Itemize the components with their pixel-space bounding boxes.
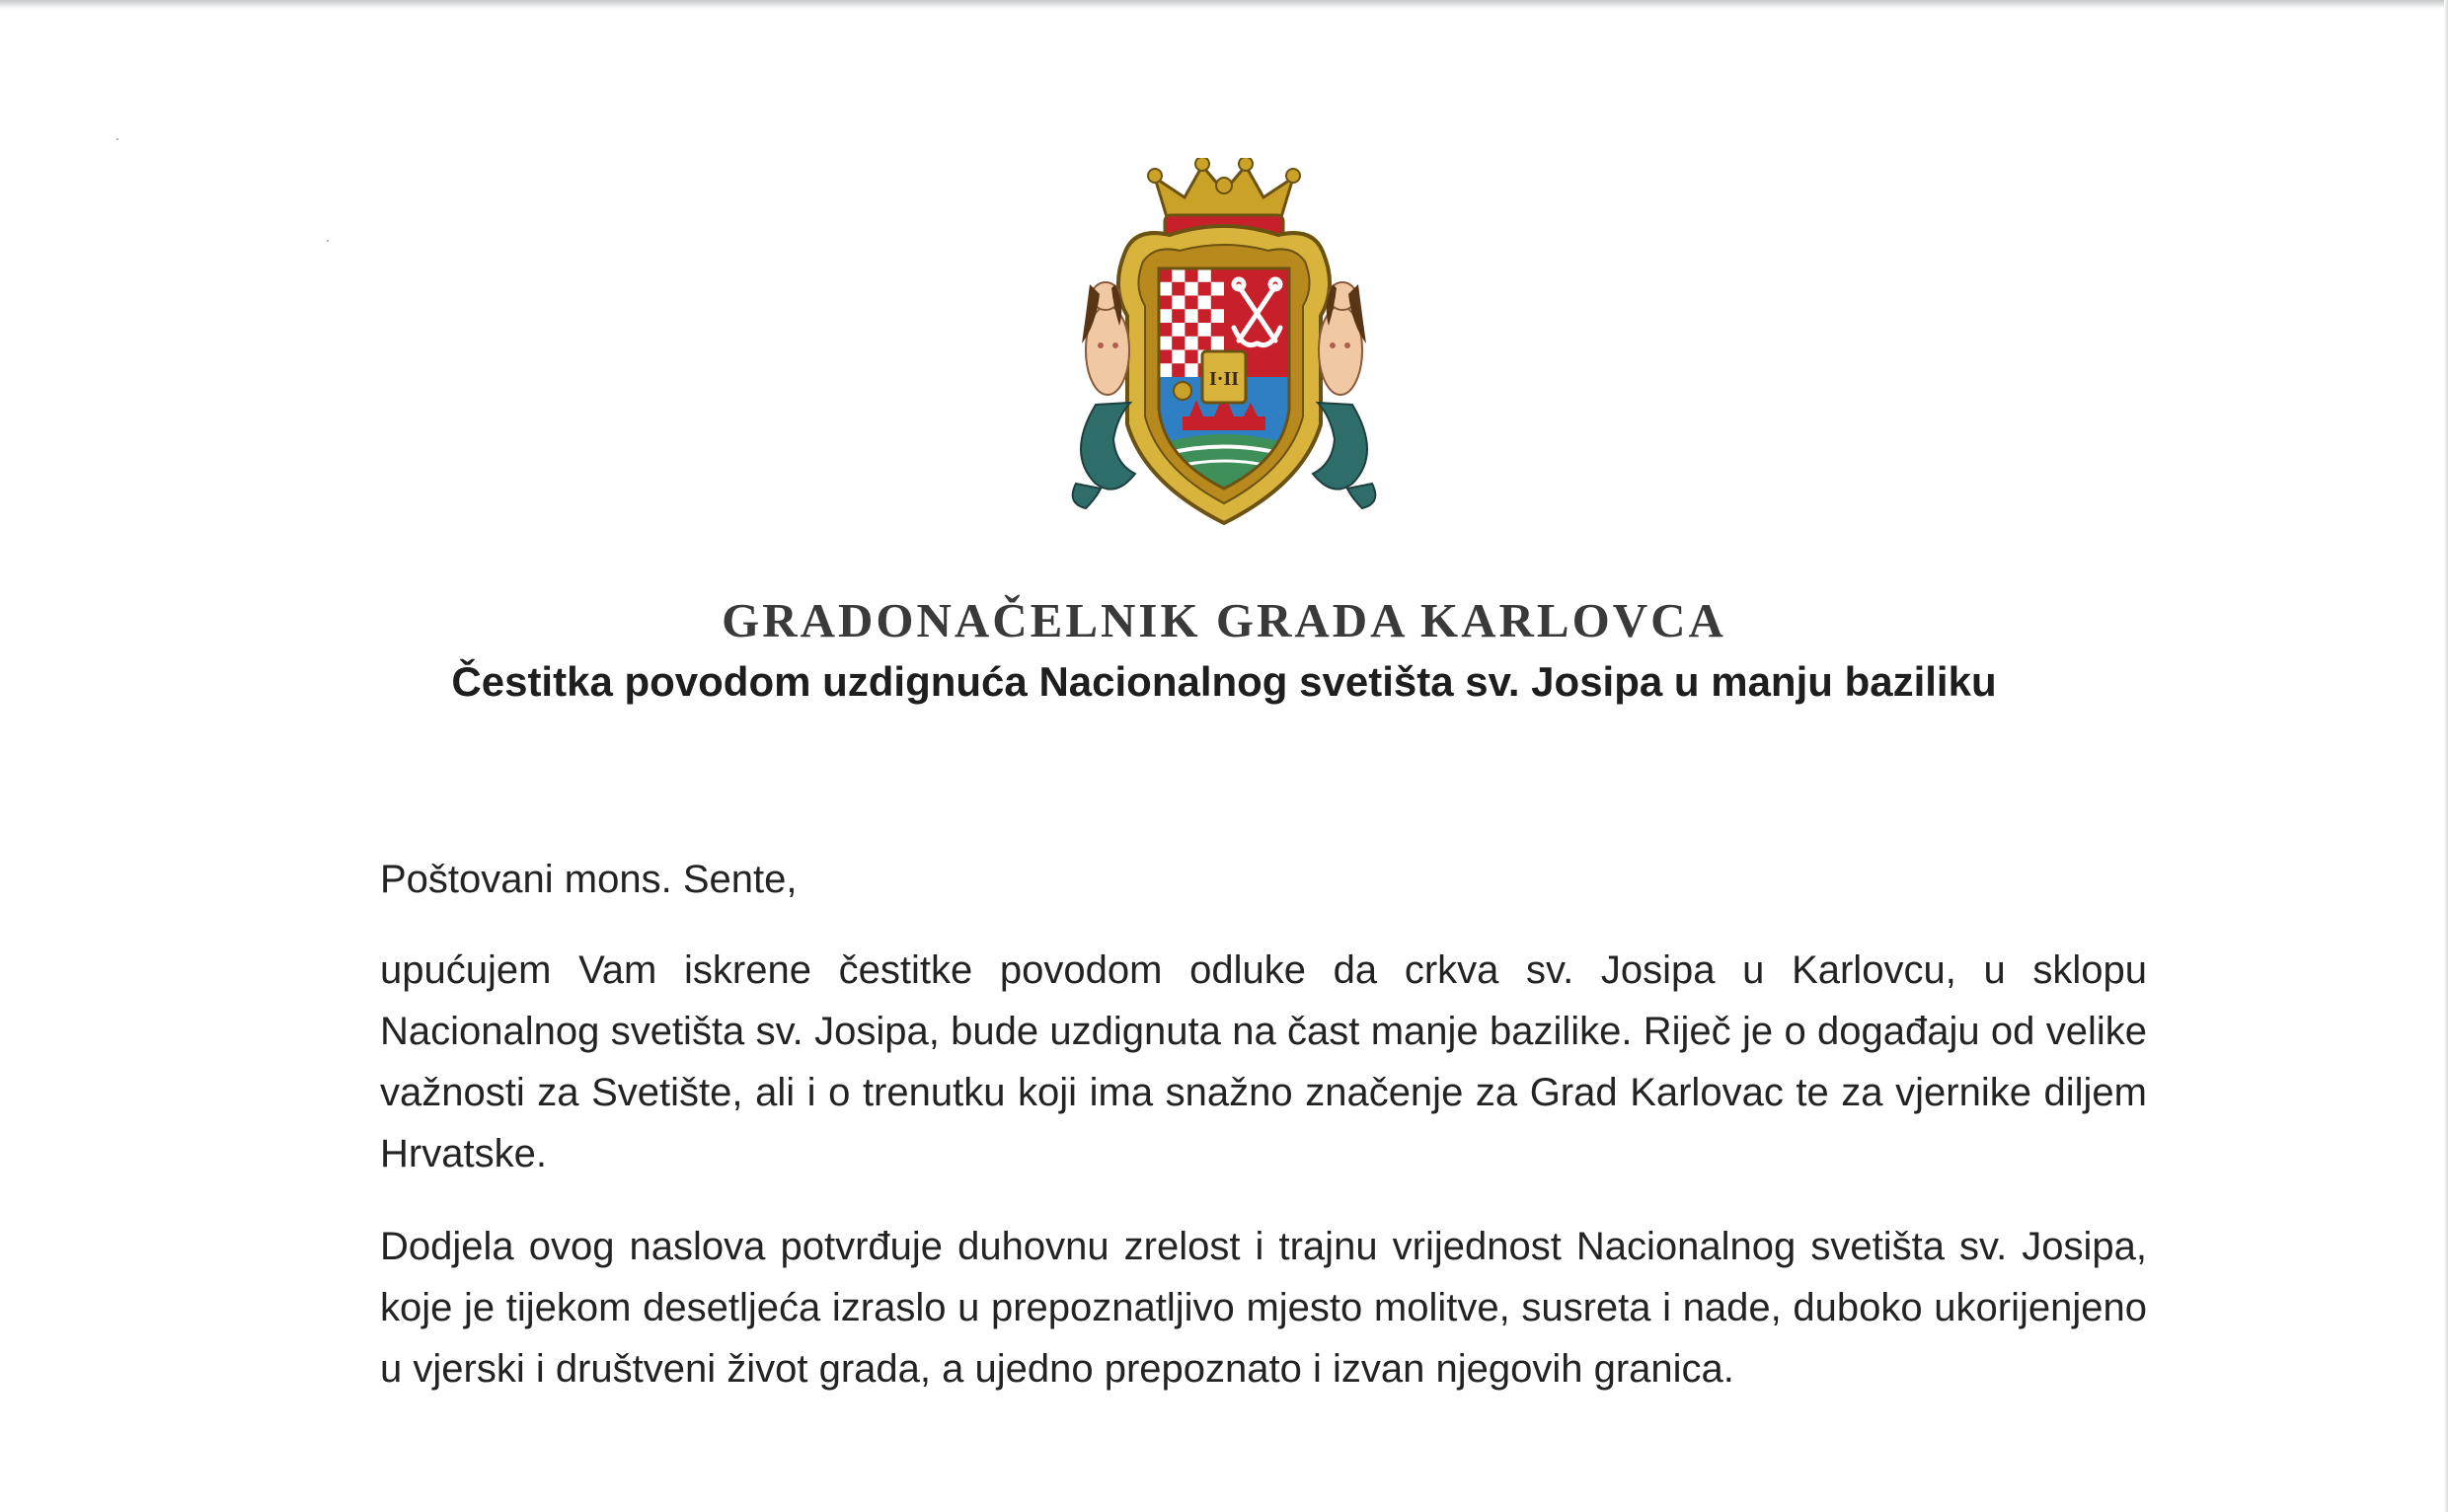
scan-speck [116, 138, 118, 140]
crest-tower-label: I·II [1208, 368, 1240, 390]
scan-right-edge [2444, 0, 2448, 1512]
scan-speck [327, 240, 329, 242]
letter-body [380, 849, 2147, 1431]
salutation: Poštovani mons. Sente, [380, 858, 798, 901]
paragraph-1: upućujem Vam iskrene čestitke povodom odluke da crkva sv. Josipa u Karlovcu, u sklopu Nacionalnog svetišta sv. Josipa, bude uzdignuta na čast manje bazilike. Riječ je o događaju od velike važnosti za Svetište, ali i o trenutku koji ima snažno značenje za Grad Karlovac te za vjernike diljem Hrvatske. [380, 948, 2147, 1175]
page-subtitle: Čestitka povodom uzdignuća Nacionalnog svetišta sv. Josipa u manju baziliku [451, 658, 1997, 705]
paragraph-2: Dodjela ovog naslova potvrđuje duhovnu zrelost i trajnu vrijednost Nacionalnog svetišta sv. Josipa, koje je tijekom desetljeća izraslo u prepoznatljivo mjesto molitve, susreta i nade, duboko ukorijenjeno u vjerski i društveni život grada, a ujedno prepoznato i izvan njegovih granica. [380, 1225, 2147, 1391]
karlovac-coat-of-arms-icon [1056, 158, 1392, 533]
page-title: GRADONAČELNIK GRADA KARLOVCA [722, 593, 1726, 647]
scan-top-shadow [0, 0, 2448, 9]
